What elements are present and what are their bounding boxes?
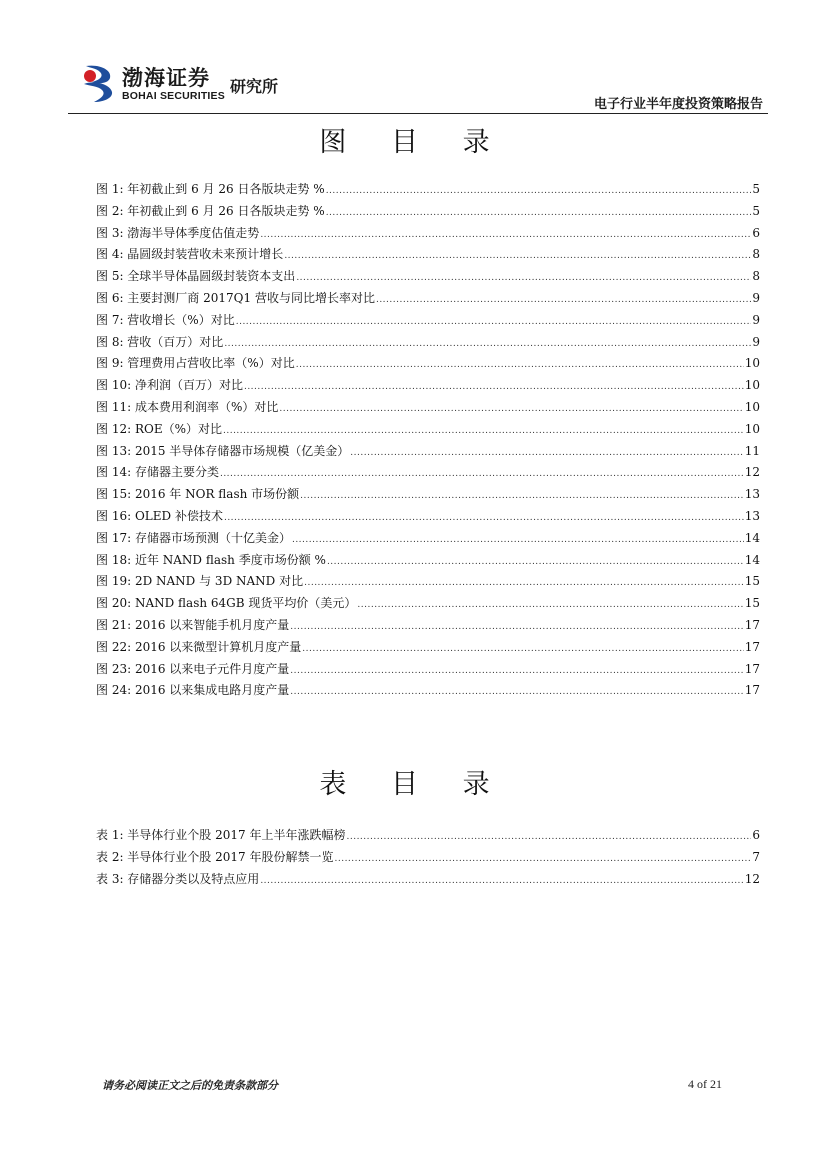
figure-index-entry-page: 6 — [752, 225, 760, 240]
figure-index-entry-label: 图 2: 年初截止到 6 月 26 日各版块走势 % — [96, 203, 325, 218]
figure-index-title: 图 目 录 — [319, 127, 508, 158]
figure-index-entry-label: 图 24: 2016 以来集成电路月度产量 — [96, 683, 290, 698]
bohai-logo-icon — [80, 62, 116, 104]
dot-leader — [290, 622, 743, 632]
dot-leader — [326, 186, 752, 196]
figure-index-entry-label: 图 19: 2D NAND 与 3D NAND 对比 — [96, 574, 304, 589]
dot-leader — [290, 666, 743, 676]
figure-index-entry-page: 8 — [752, 247, 760, 262]
figure-index-entry[interactable] — [96, 551, 760, 573]
figure-index-entry-label: 图 8: 营收（百万）对比 — [96, 334, 224, 349]
figure-index-entry[interactable] — [96, 224, 760, 246]
figure-index-entry-label: 图 6: 主要封测厂商 2017Q1 营收与同比增长率对比 — [96, 290, 375, 305]
figure-index-entry[interactable] — [96, 354, 760, 376]
figure-index-entry[interactable] — [96, 681, 760, 703]
table-index-entry-page: 6 — [752, 828, 760, 842]
figure-index-entry-page: 15 — [744, 596, 760, 611]
figure-index-entry-page: 17 — [744, 683, 760, 698]
figure-index-entry[interactable] — [96, 442, 760, 464]
figure-index-entry[interactable] — [96, 311, 760, 333]
table-index-list — [96, 826, 760, 891]
figure-index-entry-label: 图 16: OLED 补偿技术 — [96, 508, 223, 523]
table-index-entry-page: 12 — [744, 871, 760, 886]
figure-index-entry[interactable] — [96, 376, 760, 398]
figure-index-entry-label: 图 17: 存储器市场预测（十亿美金） — [96, 530, 291, 545]
figure-index-entry[interactable] — [96, 507, 760, 529]
dot-leader — [304, 578, 744, 588]
figure-index-entry-label: 图 12: ROE（%）对比 — [96, 421, 222, 436]
footer-disclaimer: 请务必阅读正文之后的免责条款部分 — [102, 1079, 278, 1092]
figure-index-entry[interactable] — [96, 245, 760, 267]
dot-leader — [334, 854, 751, 864]
figure-index-entry-page: 9 — [752, 312, 760, 327]
figure-index-entry-label: 图 3: 渤海半导体季度估值走势 — [96, 225, 260, 240]
figure-index-entry-page: 17 — [744, 661, 760, 676]
figure-index-entry-label: 图 11: 成本费用利润率（%）对比 — [96, 399, 279, 414]
figure-index-entry-label: 图 13: 2015 半导体存储器市场规模（亿美金） — [96, 443, 350, 458]
report-title: 电子行业半年度投资策略报告 — [593, 97, 763, 112]
figure-index-entry-page: 17 — [744, 617, 760, 632]
figure-index-entry[interactable] — [96, 202, 760, 224]
dot-leader — [260, 876, 743, 886]
figure-index-entry[interactable] — [96, 638, 760, 660]
figure-index-entry-label: 图 22: 2016 以来微型计算机月度产量 — [96, 639, 302, 654]
figure-index-entry-label: 图 7: 营收增长（%）对比 — [96, 312, 235, 327]
dot-leader — [290, 687, 743, 697]
figure-index-entry-page: 14 — [744, 552, 760, 567]
figure-index-entry[interactable] — [96, 398, 760, 420]
dot-leader — [296, 360, 744, 370]
table-index-entry[interactable] — [96, 826, 760, 848]
dot-leader — [346, 832, 751, 842]
header-divider — [68, 113, 768, 114]
dot-leader — [260, 230, 751, 240]
dot-leader — [224, 513, 744, 523]
dot-leader — [302, 644, 743, 654]
dot-leader — [326, 208, 752, 218]
figure-index-entry-page: 10 — [744, 399, 760, 414]
dot-leader — [292, 535, 744, 545]
page-header — [80, 60, 763, 116]
figure-index-entry-label: 图 18: 近年 NAND flash 季度市场份额 % — [96, 552, 326, 567]
figure-index-entry[interactable] — [96, 485, 760, 507]
figure-index-entry[interactable] — [96, 616, 760, 638]
figure-index-entry-page: 15 — [744, 574, 760, 589]
table-index-entry[interactable] — [96, 870, 760, 892]
table-index-entry-label: 表 2: 半导体行业个股 2017 年股份解禁一览 — [96, 849, 334, 864]
figure-index-entry-label: 图 1: 年初截止到 6 月 26 日各版块走势 % — [96, 182, 325, 196]
dot-leader — [223, 426, 744, 436]
figure-index-entry-label: 图 14: 存储器主要分类 — [96, 465, 219, 480]
dot-leader — [220, 469, 744, 479]
figure-index-entry-page: 10 — [744, 378, 760, 393]
figure-index-entry[interactable] — [96, 529, 760, 551]
figure-index-entry-page: 14 — [744, 530, 760, 545]
dot-leader — [327, 557, 744, 567]
brand-name-en: BOHAI SECURITIES — [122, 90, 225, 102]
figure-index-entry-page: 10 — [744, 421, 760, 436]
dot-leader — [279, 404, 743, 414]
figure-index-entry-label: 图 21: 2016 以来智能手机月度产量 — [96, 617, 290, 632]
dot-leader — [296, 273, 751, 283]
figure-index-entry-page: 13 — [744, 508, 760, 523]
figure-index-entry-label: 图 15: 2016 年 NOR flash 市场份额 — [96, 487, 300, 502]
figure-index-entry[interactable] — [96, 594, 760, 616]
figure-index-entry[interactable] — [96, 267, 760, 289]
figure-index-entry-page: 9 — [752, 334, 760, 349]
figure-index-entry-page: 17 — [744, 639, 760, 654]
dot-leader — [376, 295, 751, 305]
brand-name-cn: 渤海证券 — [122, 66, 210, 90]
figure-index-entry-page: 9 — [752, 290, 760, 305]
table-index-entry-label: 表 3: 存储器分类以及特点应用 — [96, 871, 260, 886]
figure-index-entry-label: 图 20: NAND flash 64GB 现货平均价（美元） — [96, 596, 357, 611]
figure-index-list — [96, 180, 760, 703]
dot-leader — [300, 491, 744, 501]
figure-index-entry-page: 11 — [744, 443, 760, 458]
figure-index-entry-page: 5 — [752, 182, 760, 196]
dot-leader — [244, 382, 744, 392]
figure-index-entry[interactable] — [96, 180, 760, 202]
table-index-entry-label: 表 1: 半导体行业个股 2017 年上半年涨跌幅榜 — [96, 828, 346, 842]
table-index-title: 表 目 录 — [319, 769, 508, 800]
figure-index-entry-page: 10 — [744, 356, 760, 371]
dot-leader — [284, 251, 751, 261]
figure-index-entry[interactable] — [96, 572, 760, 594]
figure-index-entry[interactable] — [96, 463, 760, 485]
figure-index-entry-page: 8 — [752, 269, 760, 284]
figure-index-entry-label: 图 4: 晶圆级封装营收未来预计增长 — [96, 247, 284, 262]
table-index-entry[interactable] — [96, 848, 760, 870]
figure-index-entry-page: 5 — [752, 203, 760, 218]
dot-leader — [350, 448, 743, 458]
dot-leader — [236, 317, 752, 327]
figure-index-entry-page: 12 — [744, 465, 760, 480]
figure-index-entry-page: 13 — [744, 487, 760, 502]
table-index-entry-page: 7 — [752, 849, 760, 864]
figure-index-entry-label: 图 23: 2016 以来电子元件月度产量 — [96, 661, 290, 676]
institute-label: 研究所 — [230, 77, 279, 96]
figure-index-entry[interactable] — [96, 333, 760, 355]
dot-leader — [357, 600, 743, 610]
page-indicator: 4 of 21 — [688, 1077, 722, 1091]
figure-index-entry-label: 图 9: 管理费用占营收比率（%）对比 — [96, 356, 295, 371]
figure-index-entry[interactable] — [96, 289, 760, 311]
dot-leader — [224, 339, 751, 349]
figure-index-entry-label: 图 5: 全球半导体晶圆级封装资本支出 — [96, 269, 296, 284]
figure-index-entry[interactable] — [96, 660, 760, 682]
figure-index-entry[interactable] — [96, 420, 760, 442]
figure-index-entry-label: 图 10: 净利润（百万）对比 — [96, 378, 243, 393]
